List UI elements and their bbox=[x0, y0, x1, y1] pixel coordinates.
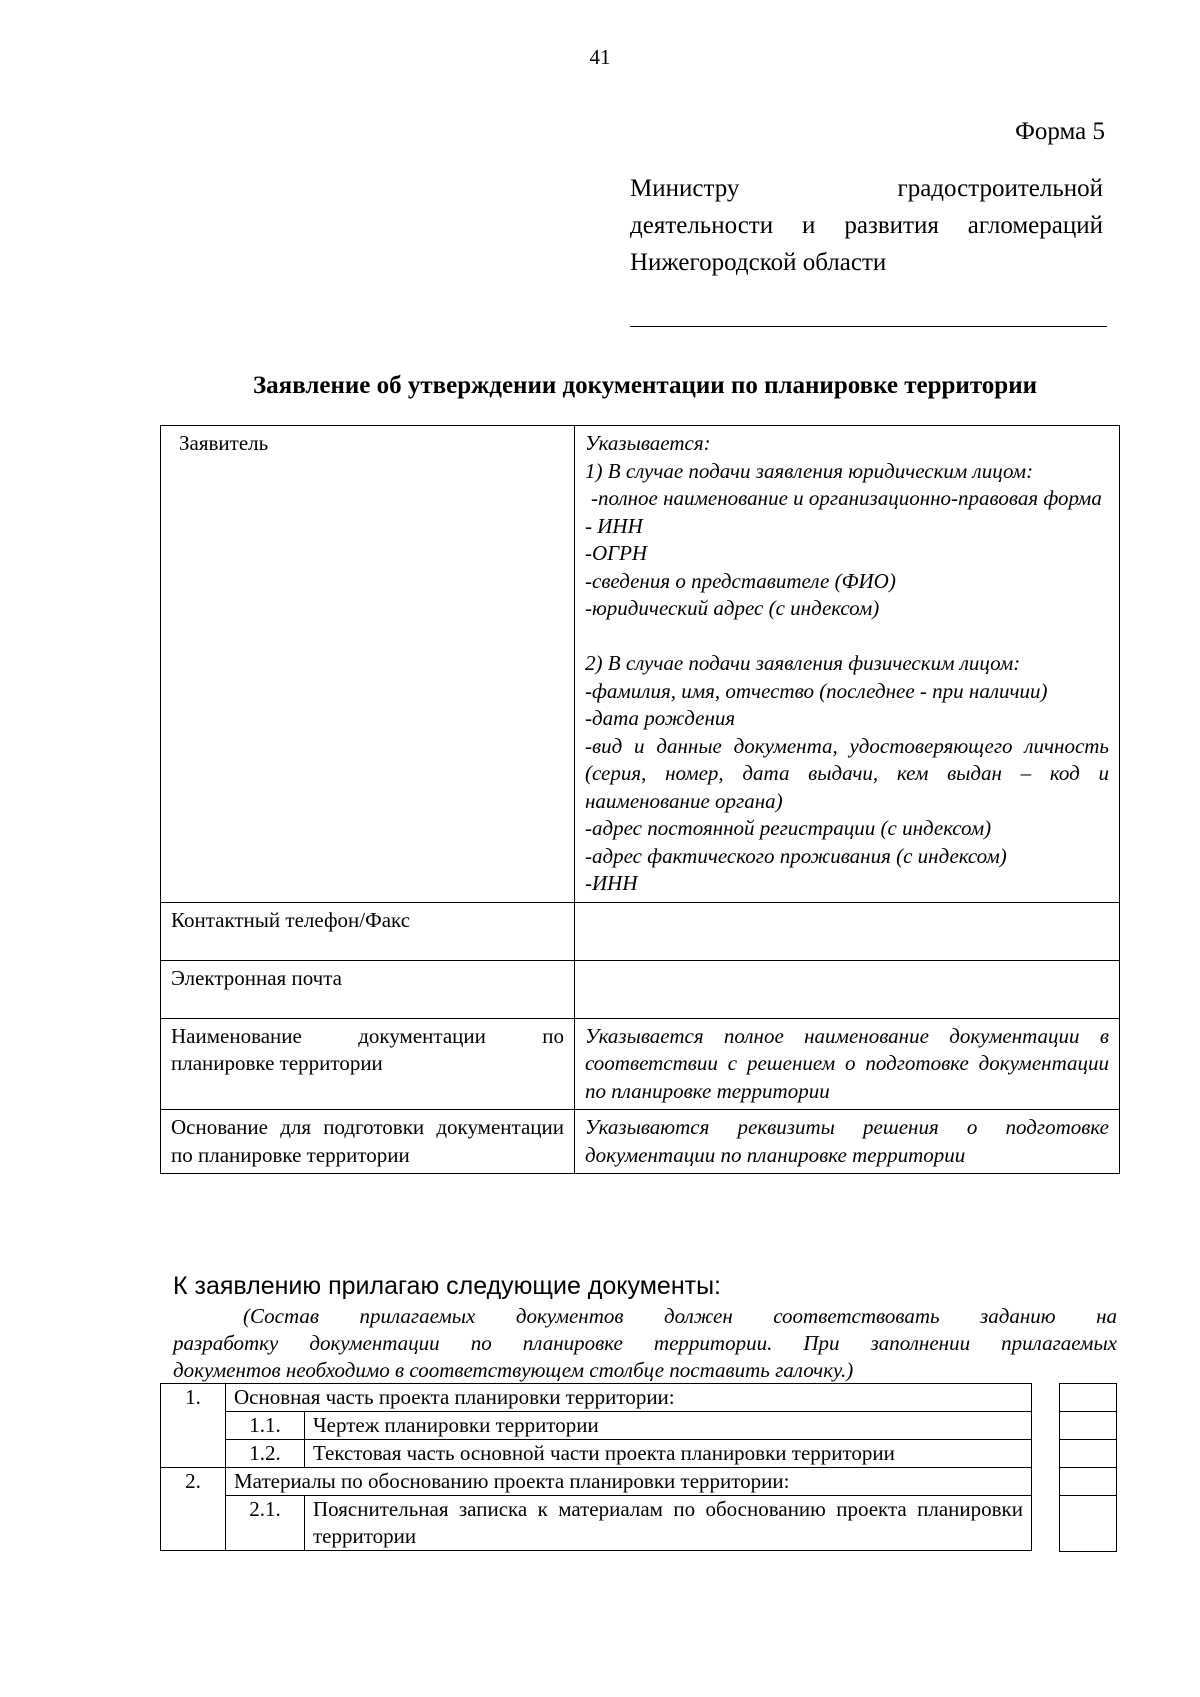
item-number: 2.1. bbox=[226, 1496, 305, 1551]
recipient-line-1: Министру градостроительной bbox=[630, 175, 1103, 202]
item-text: Пояснительная записка к материалам по обоснованию проекта планировки территории bbox=[305, 1496, 1032, 1551]
table-row bbox=[161, 1440, 1032, 1468]
attachments-heading: К заявлению прилагаю следующие документы: bbox=[173, 1272, 721, 1300]
hint-line: -юридический адрес (с индексом) bbox=[585, 596, 880, 620]
item-text: Основная часть проекта планировки территории: bbox=[226, 1384, 1032, 1412]
basis-label: Основание для подготовки документации по планировке территории bbox=[161, 1110, 575, 1174]
hint-line: 2) В случае подачи заявления физическим лицом: bbox=[585, 651, 1021, 675]
hint-line: 1) В случае подачи заявления юридическим лицом: bbox=[585, 458, 1034, 483]
hint-line: -адрес фактического проживания (с индексом) bbox=[585, 843, 1007, 868]
table-row bbox=[161, 1110, 1120, 1174]
signature-line[interactable] bbox=[630, 326, 1107, 327]
table-row bbox=[161, 902, 1120, 960]
basis-hint[interactable]: Указываются реквизиты решения о подготовке документации по планировке территории bbox=[575, 1110, 1120, 1174]
applicant-hint[interactable] bbox=[575, 426, 1120, 903]
table-row bbox=[161, 426, 1120, 903]
hint-line: -ОГРН bbox=[585, 541, 648, 565]
applicant-label: Заявитель bbox=[161, 426, 575, 903]
table-row bbox=[161, 1018, 1120, 1110]
item-number: 1.1. bbox=[226, 1412, 305, 1440]
item-number: 2. bbox=[161, 1468, 226, 1551]
attachments-table bbox=[160, 1383, 1032, 1551]
email-value-field[interactable] bbox=[575, 960, 1120, 1018]
hint-line: -дата рождения bbox=[585, 706, 736, 730]
hint-line: Указывается: bbox=[585, 431, 711, 455]
hint-line: -фамилия, имя, отчество (последнее - при наличии) bbox=[585, 678, 1048, 703]
hint-line: -ИНН bbox=[585, 871, 638, 895]
recipient-line-2: деятельности и развития агломераций bbox=[630, 212, 1103, 239]
item-number: 1. bbox=[161, 1384, 226, 1468]
form-label: Форма 5 bbox=[1015, 118, 1105, 145]
application-table bbox=[160, 425, 1120, 1174]
item-text: Материалы по обоснованию проекта планировки территории: bbox=[226, 1468, 1032, 1496]
page-number: 41 bbox=[589, 45, 611, 69]
note-line: (Состав прилагаемых документов должен соответствовать заданию на bbox=[243, 1304, 1117, 1328]
checkbox-cell[interactable] bbox=[1059, 1495, 1117, 1552]
checkbox-cell[interactable] bbox=[1059, 1467, 1117, 1496]
recipient-block bbox=[630, 170, 1103, 281]
recipient-line-3: Нижегородской области bbox=[630, 249, 887, 276]
doc-name-hint[interactable]: Указывается полное наименование документации в соответствии с решением о подготовке документации по планировке территории bbox=[575, 1018, 1120, 1110]
note-line: документов необходимо в соответствующем столбце поставить галочку.) bbox=[173, 1358, 854, 1382]
table-row bbox=[161, 1496, 1032, 1551]
hint-line: -вид и данные документа, удостоверяющего личность (серия, номер, дата выдачи, кем выдан – код и наименование органа) bbox=[585, 733, 1109, 813]
doc-name-label: Наименование документации по планировке территории bbox=[161, 1018, 575, 1110]
table-row bbox=[161, 1412, 1032, 1440]
hint-line: - ИНН bbox=[585, 513, 643, 538]
attachments-note bbox=[173, 1303, 1117, 1384]
checkbox-cell[interactable] bbox=[1059, 1411, 1117, 1440]
note-line: разработку документации по планировке территории. При заполнении прилагаемых bbox=[173, 1331, 1117, 1355]
checkbox-cell[interactable] bbox=[1059, 1383, 1117, 1412]
checkbox-column bbox=[1059, 1383, 1117, 1552]
email-label: Электронная почта bbox=[161, 960, 575, 1018]
item-text: Чертеж планировки территории bbox=[305, 1412, 1032, 1440]
contact-value-field[interactable] bbox=[575, 902, 1120, 960]
hint-line: -адрес постоянной регистрации (с индексом) bbox=[585, 816, 992, 840]
table-row bbox=[161, 960, 1120, 1018]
item-text: Текстовая часть основной части проекта планировки территории bbox=[305, 1440, 1032, 1468]
item-number: 1.2. bbox=[226, 1440, 305, 1468]
table-row bbox=[161, 1468, 1032, 1496]
table-row bbox=[161, 1384, 1032, 1412]
hint-line: -сведения о представителе (ФИО) bbox=[585, 568, 896, 593]
hint-line: -полное наименование и организационно-правовая форма bbox=[591, 486, 1102, 510]
document-title: Заявление об утверждении документации по планировке территории bbox=[252, 372, 1038, 399]
checkbox-cell[interactable] bbox=[1059, 1439, 1117, 1468]
contact-label: Контактный телефон/Факс bbox=[161, 902, 575, 960]
